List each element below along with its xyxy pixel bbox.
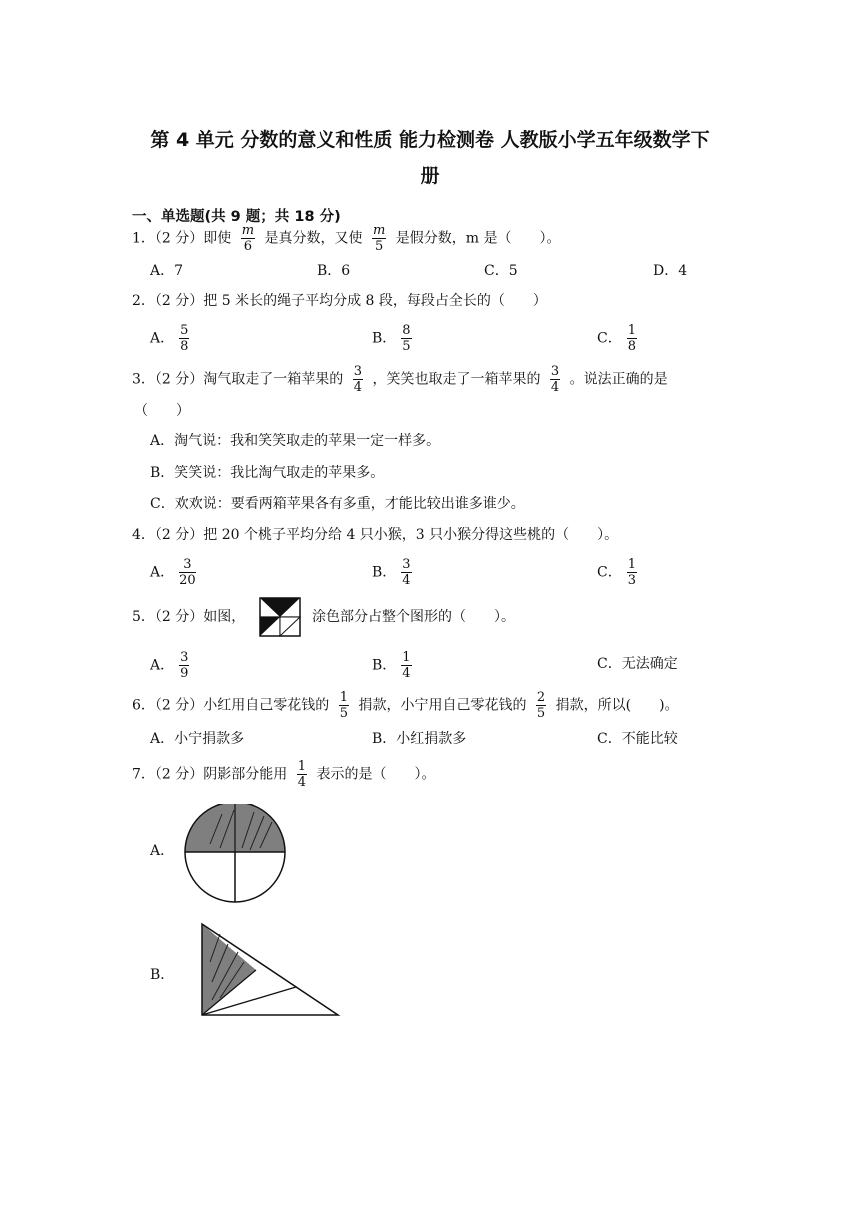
fraction-1-over-4: $\frac{1}{4}$ (402, 650, 411, 681)
q5-text-tail: 涂色部分占整个图形的（ ）。 (312, 609, 515, 625)
question-3: 3．（2 分）淘气取走了一箱苹果的 $\frac{3}{4}$ ，笑笑也取走了一箱苹果的 $\frac{3}{4}$ 。说法正确的是 (132, 364, 668, 395)
question-2: 2．（2 分）把 5 米长的绳子平均分成 8 段，每段占全长的（ ） (132, 293, 547, 309)
q2-option-a: A． $\frac{5}{8}$ (150, 323, 189, 354)
fraction-5-over-8: $\frac{5}{8}$ (180, 323, 189, 354)
fraction-m-over-5: $\frac{m}{5}$ (372, 223, 386, 254)
fraction-3-over-4: $\frac{3}{4}$ (402, 557, 411, 588)
title-line-1: 第 4 单元 分数的意义和性质 能力检测卷 人教版小学五年级数学下 (150, 129, 710, 151)
fraction-3-over-20: $\frac{3}{20}$ (179, 557, 196, 588)
fraction-3-over-4: $\frac{3}{4}$ (353, 364, 363, 395)
fraction-3-over-4: $\frac{3}{4}$ (550, 364, 560, 395)
fraction-1-over-8: $\frac{1}{8}$ (627, 323, 636, 354)
q2-option-c: C． $\frac{1}{8}$ (597, 323, 636, 354)
q7-option-a-circle-figure (180, 804, 290, 908)
q7-option-a-label: A． (150, 843, 175, 859)
q1-option-c: C．5 (484, 263, 518, 279)
q5-option-b: B． $\frac{1}{4}$ (372, 650, 411, 681)
q5-option-c: C．无法确定 (597, 656, 678, 672)
question-5: 5．（2 分）如图， (132, 609, 246, 625)
fraction-1-over-5: $\frac{1}{5}$ (339, 690, 349, 721)
fraction-3-over-9: $\frac{3}{9}$ (180, 650, 189, 681)
title-line-2: 册 (420, 165, 440, 187)
q3-option-b: B．笑笑说：我比淘气取走的苹果多。 (150, 465, 385, 481)
document-title (110, 122, 750, 194)
q4-option-b: B． $\frac{3}{4}$ (372, 557, 411, 588)
q6-option-a: A．小宁捐款多 (150, 731, 245, 747)
question-4: 4．（2 分）把 20 个桃子平均分给 4 只小猴，3 只小猴分得这些桃的（ ）。 (132, 527, 619, 543)
q4-option-a: A． $\frac{3}{20}$ (150, 557, 196, 588)
q1-option-a: A．7 (150, 263, 184, 279)
q7-option-b-label: B． (150, 967, 175, 983)
question-7: 7．（2 分）阴影部分能用 $\frac{1}{4}$ 表示的是（ ）。 (132, 759, 436, 790)
q6-option-c: C．不能比较 (597, 731, 678, 747)
q7-option-b-triangle-figure (198, 922, 342, 1020)
q5-option-a: A． $\frac{3}{9}$ (150, 650, 189, 681)
q3-answer-paren: （ ） (134, 403, 190, 419)
fraction-8-over-5: $\frac{8}{5}$ (402, 323, 411, 354)
fraction-1-over-3: $\frac{1}{3}$ (627, 557, 636, 588)
fraction-2-over-5: $\frac{2}{5}$ (536, 690, 546, 721)
q3-option-c: C．欢欢说：要看两箱苹果各有多重，才能比较出谁多谁少。 (150, 496, 525, 512)
q2-option-b: B． $\frac{8}{5}$ (372, 323, 411, 354)
question-1: 1．（2 分）即使 $\frac{m}{6}$ 是真分数，又使 $\frac{m}{5}$ 是假分数，m 是（ ）。 (132, 223, 561, 254)
q5-shaded-square-figure (259, 597, 301, 637)
section-heading: 一、单选题(共 9 题；共 18 分) (132, 209, 341, 225)
question-6: 6．（2 分）小红用自己零花钱的 $\frac{1}{5}$ 捐款，小宁用自己零花钱的 $\frac{2}{5}$ 捐款，所以( )。 (132, 690, 679, 721)
fraction-1-over-4: $\frac{1}{4}$ (297, 759, 307, 790)
q3-option-a: A．淘气说：我和笑笑取走的苹果一定一样多。 (150, 433, 441, 449)
q1-option-d: D．4 (653, 263, 688, 279)
q4-option-c: C． $\frac{1}{3}$ (597, 557, 636, 588)
q1-option-b: B．6 (317, 263, 351, 279)
q6-option-b: B．小红捐款多 (372, 731, 467, 747)
fraction-m-over-6: $\frac{m}{6}$ (241, 223, 255, 254)
